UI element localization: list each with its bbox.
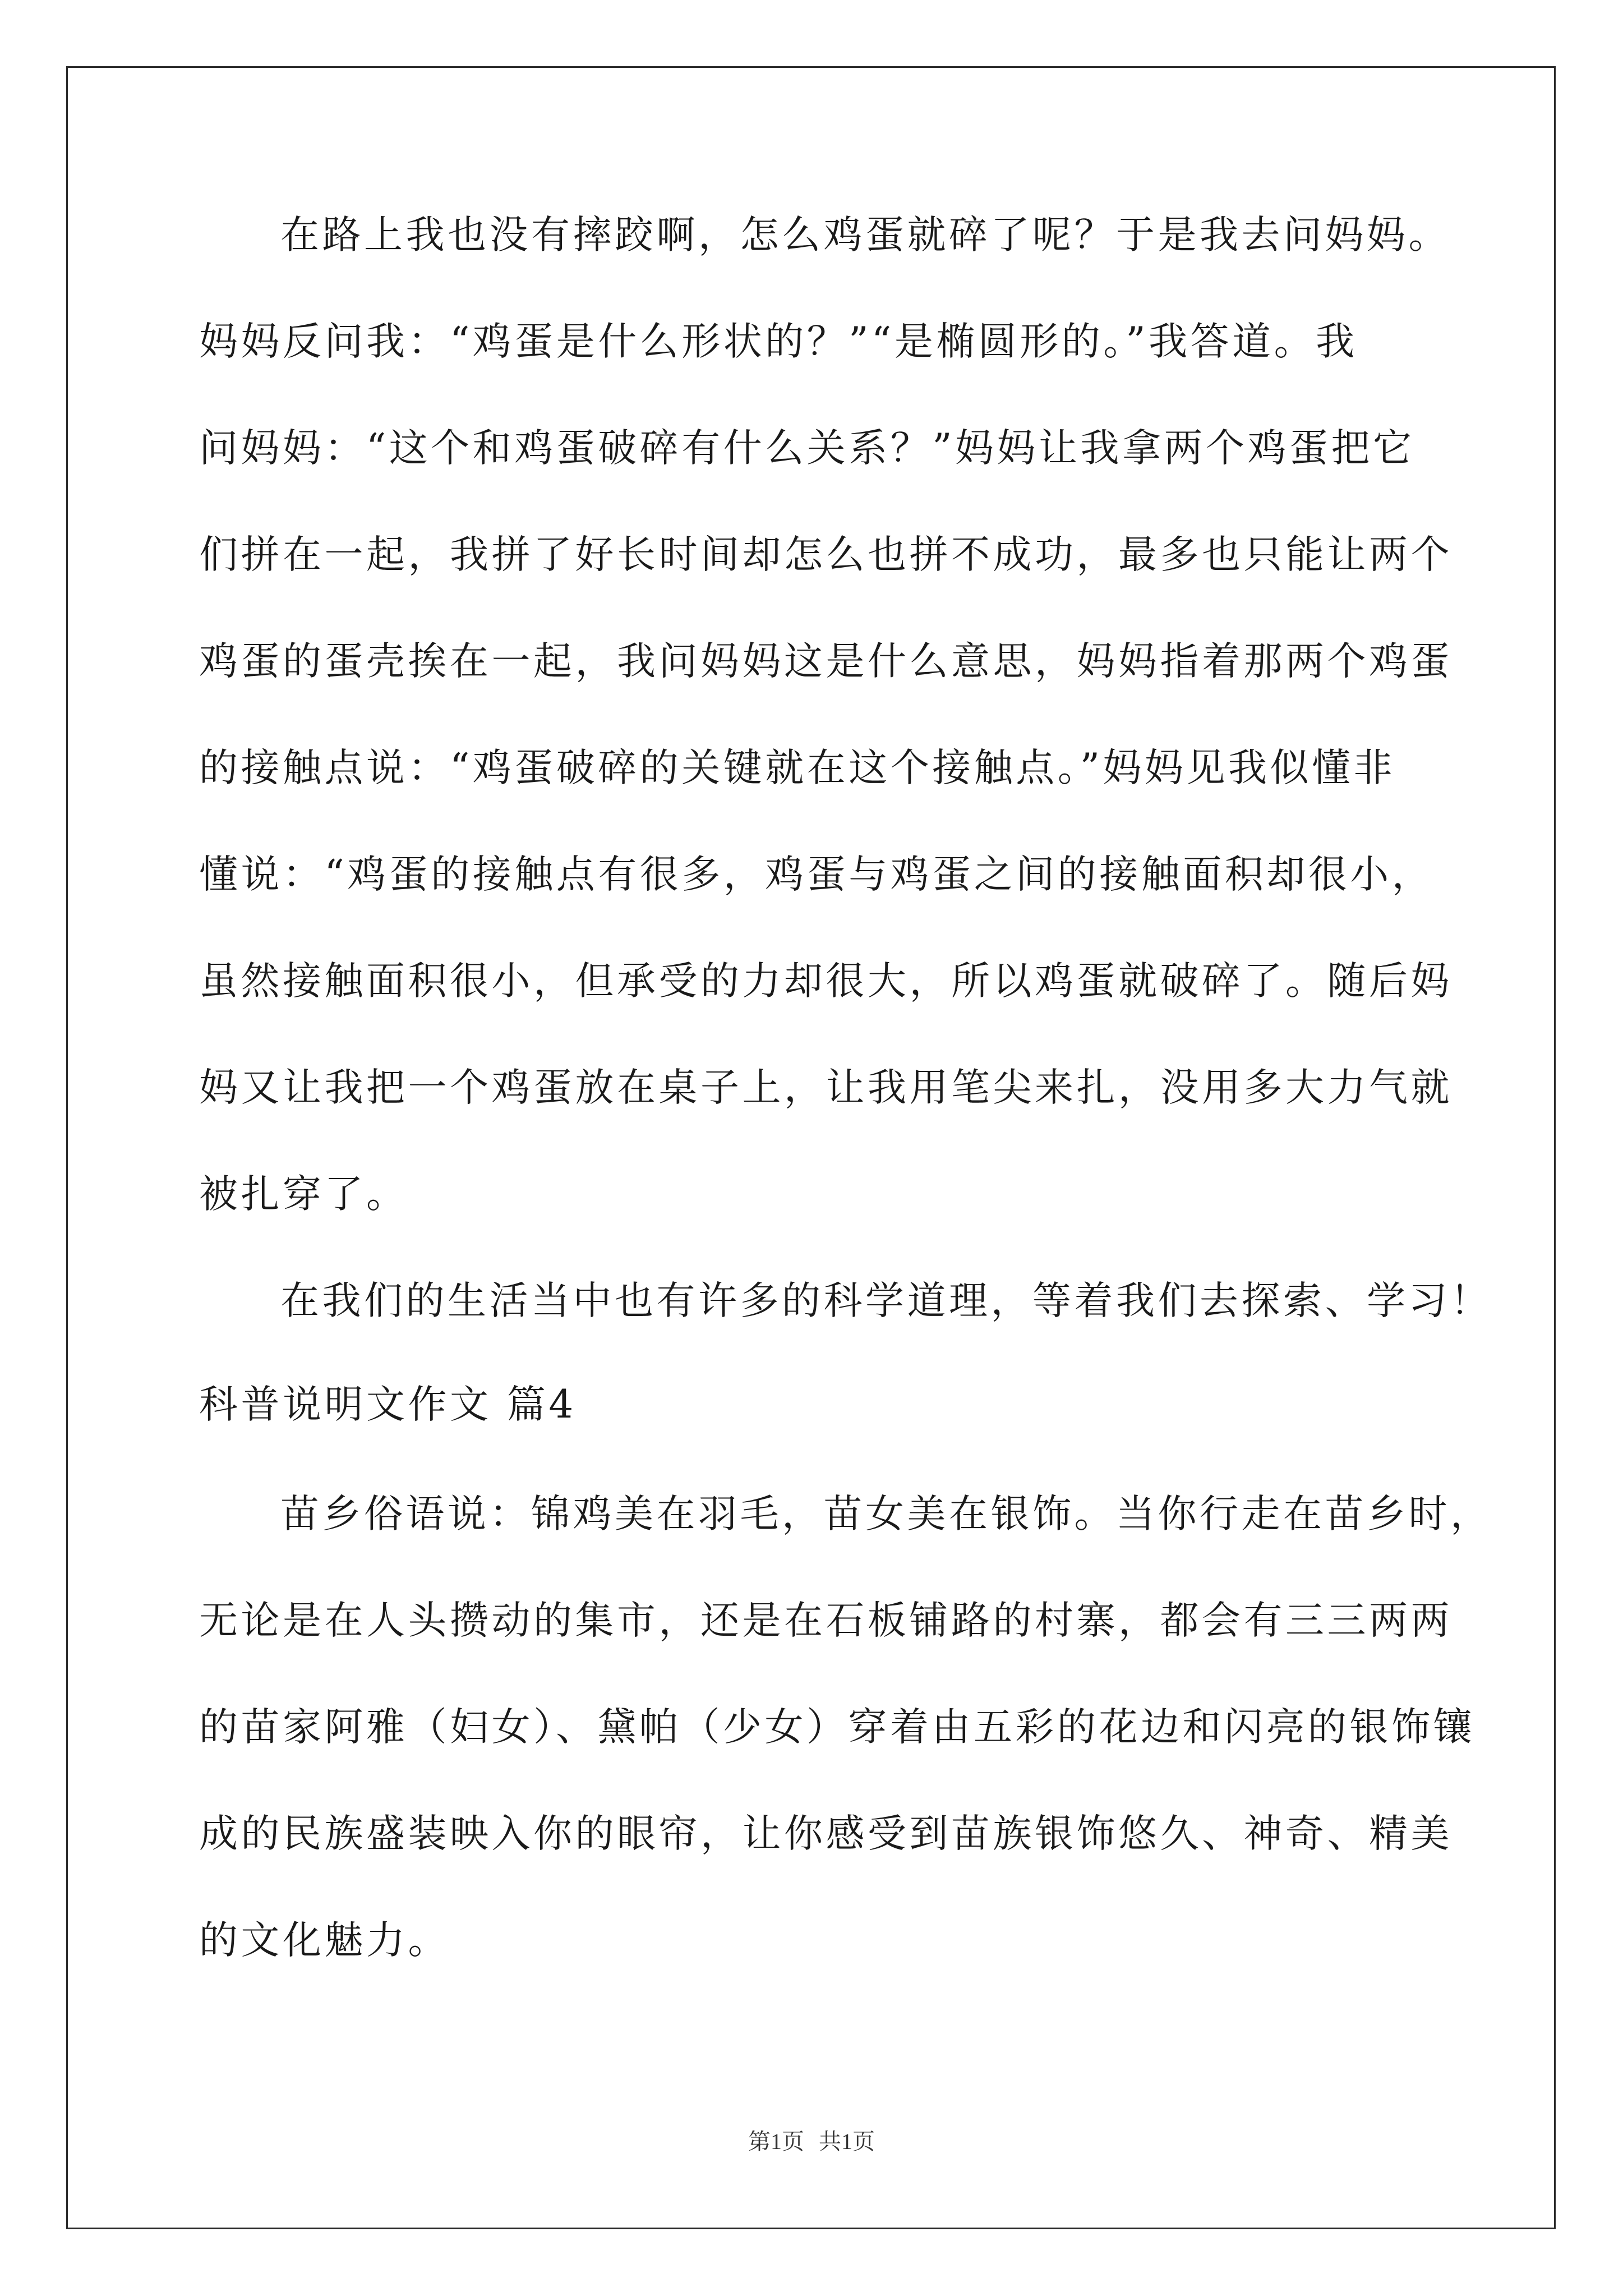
paragraph-1-line-9: 妈又让我把一个鸡蛋放在桌子上，让我用笔尖来扎，没用多大力气就 <box>199 1065 1453 1110</box>
paragraph-1-line-8: 虽然接触面积很小，但承受的力却很大，所以鸡蛋就破碎了。随后妈 <box>199 959 1453 1004</box>
paragraph-3-line-1: 苗乡俗语说：锦鸡美在羽毛，苗女美在银饰。当你行走在苗乡时， <box>280 1492 1492 1536</box>
paragraph-3-line-5: 的文化魅力。 <box>199 1918 450 1963</box>
page-total: 共1页 <box>819 2129 875 2154</box>
paragraph-3-line-2: 无论是在人头攒动的集市，还是在石板铺路的村寨，都会有三三两两 <box>199 1598 1453 1643</box>
paragraph-2-line-1: 在我们的生活当中也有许多的科学道理，等着我们去探索、学习！ <box>280 1278 1492 1323</box>
paragraph-3-line-3: 的苗家阿雅（妇女）、黛帕（少女）穿着由五彩的花边和闪亮的银饰镶 <box>199 1705 1475 1750</box>
paragraph-1-line-6: 的接触点说：“鸡蛋破碎的关键就在这个接触点。”妈妈见我似懂非 <box>199 746 1396 790</box>
paragraph-1-line-2: 妈妈反问我：“鸡蛋是什么形状的？”“是椭圆形的。”我答道。我 <box>199 319 1358 364</box>
paragraph-1-line-3: 问妈妈：“这个和鸡蛋破碎有什么关系？”妈妈让我拿两个鸡蛋把它 <box>199 426 1415 471</box>
paragraph-1-line-1: 在路上我也没有摔跤啊，怎么鸡蛋就碎了呢？于是我去问妈妈。 <box>280 213 1450 257</box>
paragraph-1-line-5: 鸡蛋的蛋壳挨在一起，我问妈妈这是什么意思，妈妈指着那两个鸡蛋 <box>199 639 1453 684</box>
page-number: 第1页 <box>748 2129 804 2154</box>
section-heading: 科普说明文作文 篇4 <box>199 1382 577 1427</box>
paragraph-3-line-4: 成的民族盛装映入你的眼帘，让你感受到苗族银饰悠久、神奇、精美 <box>199 1811 1453 1856</box>
paragraph-1-line-4: 们拼在一起，我拼了好长时间却怎么也拼不成功，最多也只能让两个 <box>199 532 1453 577</box>
paragraph-1-line-10: 被扎穿了。 <box>199 1172 408 1217</box>
paragraph-1-line-7: 懂说：“鸡蛋的接触点有很多，鸡蛋与鸡蛋之间的接触面积却很小， <box>199 852 1434 897</box>
page-border <box>66 66 1556 2229</box>
page-footer <box>0 2124 1623 2156</box>
